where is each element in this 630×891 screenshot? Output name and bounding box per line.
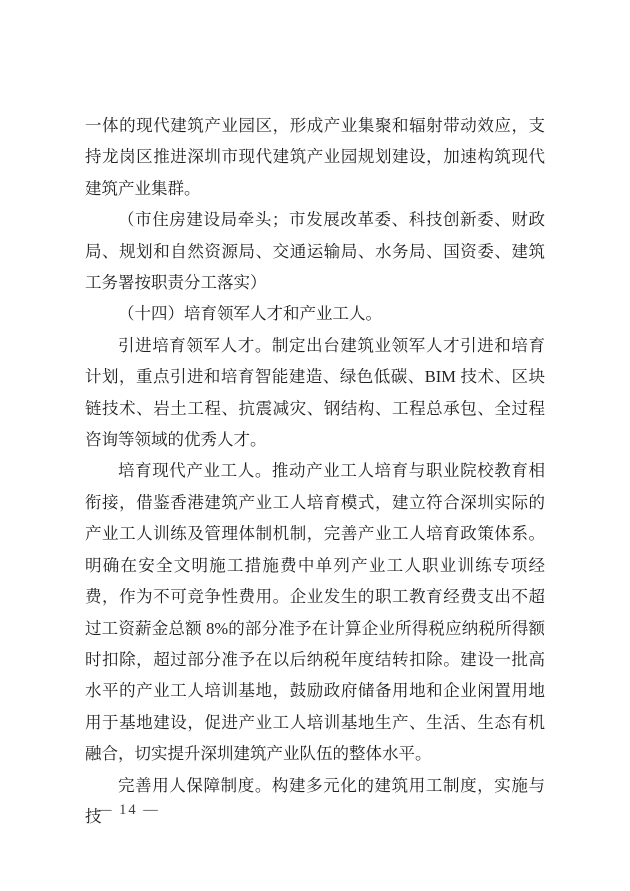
paragraph-industrial-workers: 培育现代产业工人。推动产业工人培育与职业院校教育相衔接，借鉴香港建筑产业工人培育模式，建立符合深圳实际的产业工人训练及管理体制机制，完善产业工人培育政策体系。明确在安全文明施工措施费中单列产业工人职业训练专项经费，作为不可竞争性费用。企业发生的职工教育经费支出不超过工资薪金总额 8%的部分准予在计算企业所得税应纳税所得额时扣除，超过部分准予在以后纳税年度结转扣除。建设一批高水平的产业工人培训基地，鼓励政府储备用地和企业闲置用地用于基地建设，促进产业工人培训基地生产、生活、生态有机融合，切实提升深圳建筑产业队伍的整体水平。 xyxy=(85,461,545,764)
page-number: — 14 — xyxy=(97,802,160,818)
paragraph-continuation: 一体的现代建筑产业园区，形成产业集聚和辐射带动效应，支持龙岗区推进深圳市现代建筑产业园规划建设，加速构筑现代建筑产业集群。 xyxy=(85,116,545,198)
paragraph-employment-system: 完善用人保障制度。构建多元化的建筑用工制度，实施与技 xyxy=(85,775,545,826)
paragraph-leading-talent: 引进培育领军人才。制定出台建筑业领军人才引进和培育计划，重点引进和培育智能建造、绿色低碳、BIM 技术、区块链技术、岩土工程、抗震减灾、钢结构、工程总承包、全过程咨询等领域的优秀人才。 xyxy=(85,335,545,450)
paragraph-section-heading-14: （十四）培育领军人才和产业工人。 xyxy=(118,304,382,324)
paragraph-responsible-departments: （市住房建设局牵头；市发展改革委、科技创新委、财政局、规划和自然资源局、交通运输局、水务局、国资委、建筑工务署按职责分工落实） xyxy=(85,210,545,293)
document-body xyxy=(85,110,545,832)
